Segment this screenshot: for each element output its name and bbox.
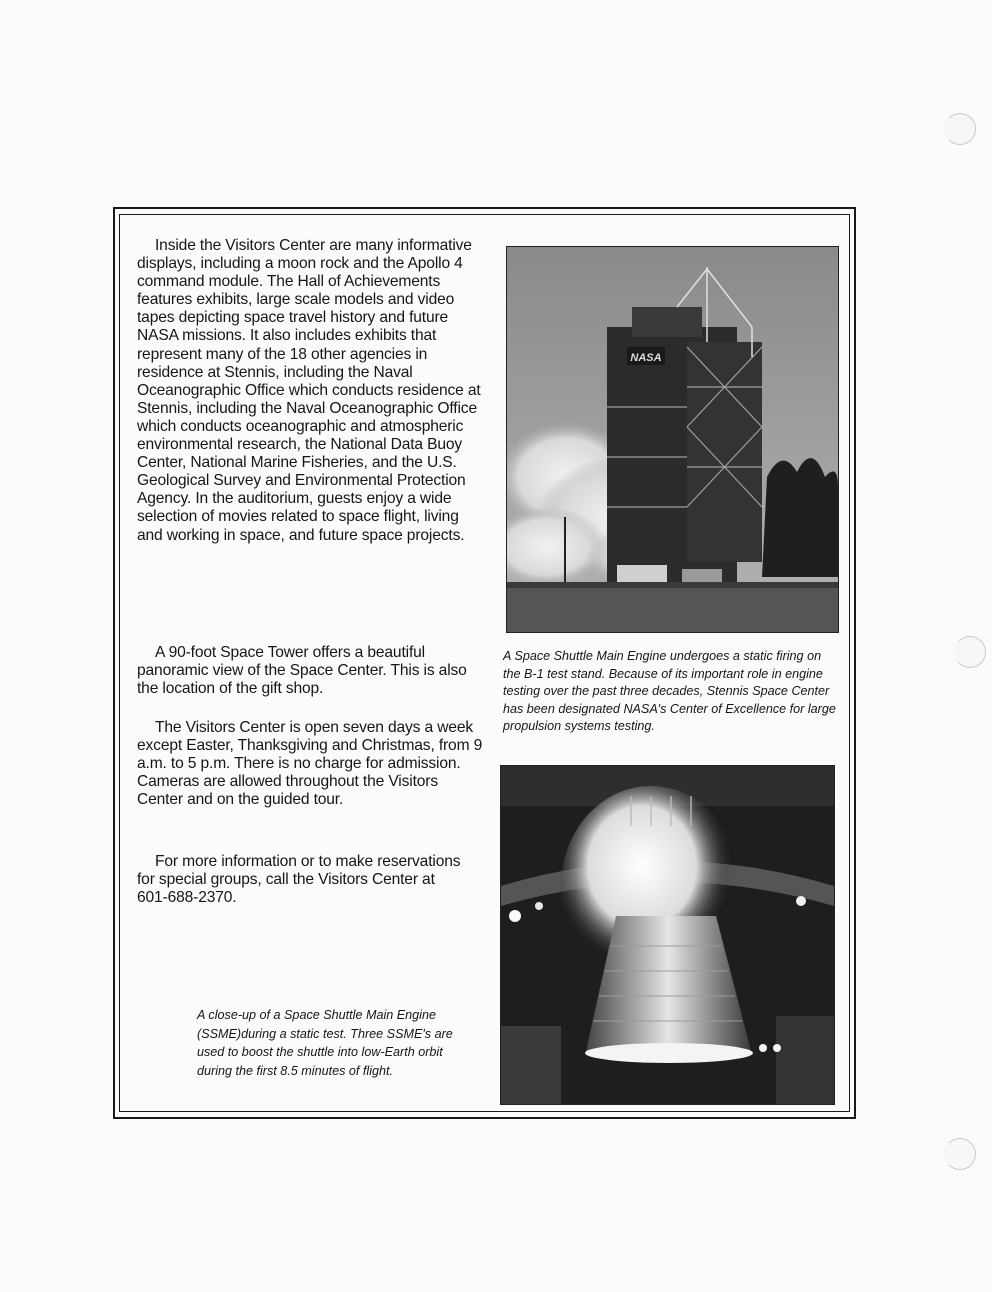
paragraph-reservations: For more information or to make reservations for special groups, call the Visitors Center at 601-688-2370. <box>137 853 461 907</box>
paragraph-hours: The Visitors Center is open seven days a week except Easter, Thanksgiving and Christmas, from 9 a.m. to 5 p.m. There is no charge for admission. Cameras are allowed throughout the Visitors Center and on the guided tour. <box>137 719 483 809</box>
photo-test-stand <box>506 246 839 633</box>
paragraph-visitors-center-displays: Inside the Visitors Center are many informative displays, including a moon rock and the Apollo 4 command module. The Hall of Achievements features exhibits, large scale models and video tapes depicting space travel history and future NASA missions. It also includes exhibits that represent many of the 18 other agencies in residence at Stennis, including the Naval Oceanographic Office which conducts residence at Stennis, including the Naval Oceanographic Office which conducts oceanographic and atmospheric environmental research, the National Data Buoy Center, National Marine Fisheries, and the U.S. Geological Survey and Environmental Protection Agency. In the auditorium, guests enjoy a wide selection of movies related to space flight, living and working in space, and future space projects. <box>137 237 481 544</box>
punch-hole-top <box>944 113 976 145</box>
caption-engine-closeup: A close-up of a Space Shuttle Main Engine (SSME)during a static test. Three SSME's are used to boost the shuttle into low-Earth orbit during the first 8.5 minutes of flight. <box>197 1008 453 1078</box>
photo-engine-closeup <box>500 765 835 1105</box>
paragraph-space-tower: A 90-foot Space Tower offers a beautiful panoramic view of the Space Center. This is also the location of the gift shop. <box>137 644 467 698</box>
punch-hole-bottom <box>944 1138 976 1170</box>
caption-test-stand: A Space Shuttle Main Engine undergoes a static firing on the B-1 test stand. Because of its important role in engine testing over the past three decades, Stennis Space Center has been designated NASA's Center of Excellence for large propulsion systems testing. <box>503 649 836 733</box>
punch-hole-middle <box>954 636 986 668</box>
nasa-sign-text: NASA <box>630 352 662 364</box>
